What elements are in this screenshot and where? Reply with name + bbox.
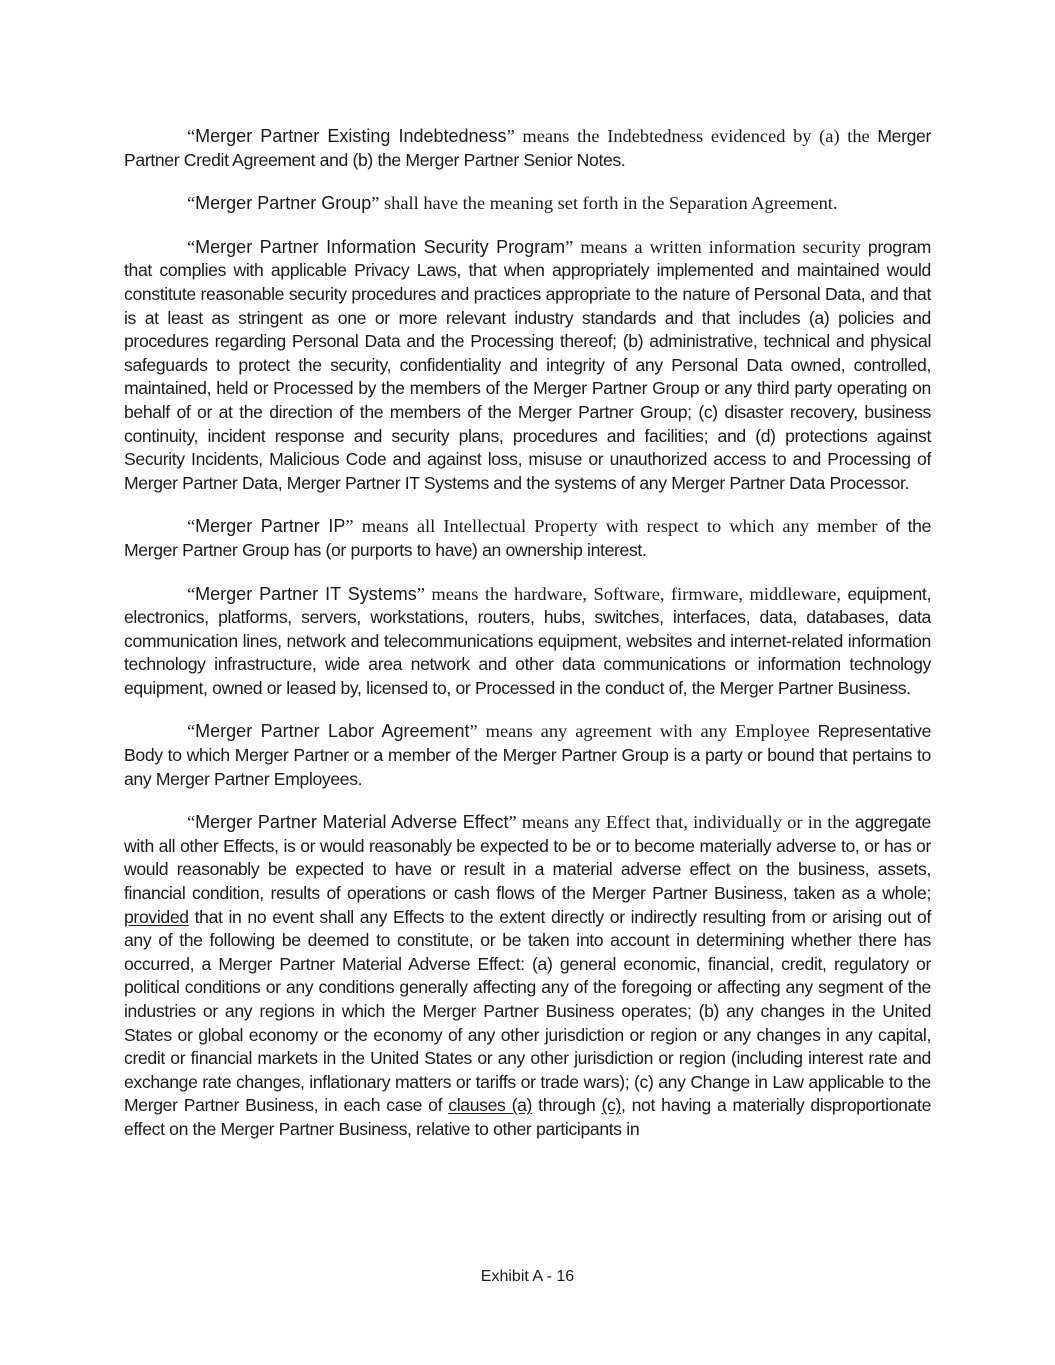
definition-body-continued: that in no event shall any Effects to the extent directly or indirectly resulting from or arising out of any of the following be deemed to constitute, or be taken into account in determining whether there has occurred, a Merger Partner Material Adverse Effect: (a) general economic, financial, credit, regulatory or political conditions or any conditions generally affecting any of the foregoing or affecting any segment of the industries or any regions in which the Merger Partner Business operates; (b) any changes in the United States or global economy or the economy of any other jurisdiction or region or any changes in any capital, credit or financial markets in the United States or any other jurisdiction or region (including interest rate and exchange rate changes, inflationary matters or tariffs or trade wars); (c) any Change in Law applicable to the Merger Partner Business, in each case of [124, 906, 931, 1116]
definition-lead: means any agreement with any Employee [477, 721, 810, 742]
document-body [124, 125, 931, 1162]
definition-paragraph: “Merger Partner Existing Indebtedness” means the Indebtedness evidenced by (a) the Merger Partner Credit Agreement and (b) the Merger Partner Senior Notes. [124, 126, 931, 170]
defined-term: Merger Partner IP [195, 516, 346, 537]
provided-underlined: provided [124, 906, 189, 927]
definition-body: program that complies with applicable Privacy Laws, that when appropriately implemented and maintained would constitute reasonable security procedures and practices appropriate to the nature of Personal Data, and that is at least as stringent as one or more relevant industry standards and that includes (a) policies and procedures regarding Personal Data and the Processing thereof; (b) administrative, technical and physical safeguards to protect the security, confidentiality and integrity of any Personal Data owned, controlled, maintained, held or Processed by the members of the Merger Partner Group or any third party operating on behalf of or at the direction of the members of the Merger Partner Group; (c) disaster recovery, business continuity, incident response and security plans, procedures and facilities; and (d) protections against Security Incidents, Malicious Code and against loss, misuse or unauthorized access to and Processing of Merger Partner Data, Merger Partner IT Systems and the systems of any Merger Partner Data Processor. [124, 236, 931, 493]
clause-c-reference: (c) [601, 1095, 621, 1116]
definition-paragraph: “Merger Partner Group” shall have the meaning set forth in the Separation Agreement. [187, 193, 838, 214]
definition-paragraph: “Merger Partner Labor Agreement” means any agreement with any Employee Representative Body to which Merger Partner or a member of the Merger Partner Group is a party or bound that pertains to any Merger Partner Employees. [124, 721, 931, 789]
definition-lead: means a written information security [573, 236, 861, 257]
definition-lead: means the hardware, Software, firmware, middleware, [424, 583, 841, 604]
definition-lead: means all Intellectual Property with respect to which any member [353, 516, 878, 537]
defined-term: Merger Partner IT Systems [195, 583, 417, 604]
defined-term: Merger Partner Material Adverse Effect [195, 812, 509, 833]
definition-lead: means any Effect that, individually or in the [516, 812, 850, 833]
definition-paragraph: “Merger Partner IP” means all Intellectual Property with respect to which any member of the Merger Partner Group has (or purports to have) an ownership interest. [124, 516, 931, 560]
defined-term: Merger Partner Information Security Program [195, 236, 566, 257]
defined-term: Merger Partner Existing Indebtedness [195, 126, 507, 146]
defined-term: Merger Partner Labor Agreement [195, 721, 470, 742]
definition-paragraph: “Merger Partner IT Systems” means the hardware, Software, firmware, middleware, equipment, electronics, platforms, servers, workstations, routers, hubs, switches, interfaces, data, databases, data communication lines, network and telecommunications equipment, websites and internet-related information technology infrastructure, wide area network and other data communications or information technology equipment, owned or leased by, licensed to, or Processed in the conduct of, the Merger Partner Business. [124, 583, 931, 698]
definition-lead: shall have the meaning set forth in the Separation Agreement. [379, 193, 838, 214]
definition-lead: means the Indebtedness evidenced by (a) the [514, 126, 870, 146]
clauses-a-reference: clauses (a) [448, 1095, 533, 1116]
definition-paragraph: “Merger Partner Information Security Program” means a written information security program that complies with applicable Privacy Laws, that when appropriately implemented and maintained would constitute reasonable security procedures and practices appropriate to the nature of Personal Data, and that is at least as stringent as one or more relevant industry standards and that includes (a) policies and procedures regarding Personal Data and the Processing thereof; (b) administrative, technical and physical safeguards to protect the security, confidentiality and integrity of any Personal Data owned, controlled, maintained, held or Processed by the members of the Merger Partner Group or any third party operating on behalf of or at the direction of the members of the Merger Partner Group; (c) disaster recovery, business continuity, incident response and security plans, procedures and facilities; and (d) protections against Security Incidents, Malicious Code and against loss, misuse or unauthorized access to and Processing of Merger Partner Data, Merger Partner IT Systems and the systems of any Merger Partner Data Processor. [124, 236, 931, 493]
definition-body: Merger Partner Credit Agreement and (b) the Merger Partner Senior Notes. [124, 126, 931, 170]
definition-paragraph-mae: “Merger Partner Material Adverse Effect” means any Effect that, individually or in the aggregate with all other Effects, is or would reasonably be expected to be or to become materially adverse to, or has or would reasonably be expected to have or result in a material adverse effect on the business, assets, financial condition, results of operations or cash flows of the Merger Partner Business, taken as a whole; provided that in no event shall any Effects to the extent directly or indirectly resulting from or arising out of any of the following be deemed to constitute, or be taken into account in determining whether there has occurred, a Merger Partner Material Adverse Effect: (a) general economic, financial, credit, regulatory or political conditions or any conditions generally affecting any of the foregoing or affecting any segment of the industries or any regions in which the Merger Partner Business operates; (b) any changes in the United States or global economy or the economy of any other jurisdiction or region or any changes in any capital, credit or financial markets in the United States or any other jurisdiction or region (including interest rate and exchange rate changes, inflationary matters or tariffs or trade wars); (c) any Change in Law applicable to the Merger Partner Business, in each case of clauses (a) through (c), not having a materially disproportionate effect on the Merger Partner Business, relative to other participants in [124, 812, 932, 1139]
defined-term: Merger Partner Group [195, 193, 372, 214]
definition-body: equipment, electronics, platforms, servers, workstations, routers, hubs, switches, interfaces, data, databases, data communication lines, network and telecommunications equipment, websites and internet-related information technology infrastructure, wide area network and other data communications or information technology equipment, owned or leased by, licensed to, or Processed in the conduct of, the Merger Partner Business. [124, 583, 931, 698]
definition-body: of the Merger Partner Group has (or purports to have) an ownership interest. [124, 516, 931, 560]
definition-body: Representative Body to which Merger Partner or a member of the Merger Partner Group is a party or bound that pertains to any Merger Partner Employees. [124, 721, 931, 789]
definition-body: aggregate with all other Effects, is or would reasonably be expected to be or to become materially adverse to, or has or would reasonably be expected to have or result in a material adverse effect on the business, assets, financial condition, results of operations or cash flows of the Merger Partner Business, taken as a whole; [124, 812, 931, 904]
page-footer: Exhibit A - 16 [480, 1268, 575, 1285]
definition-body-end: , not having a materially disproportionate effect on the Merger Partner Business, relative to other participants in [124, 1095, 932, 1139]
